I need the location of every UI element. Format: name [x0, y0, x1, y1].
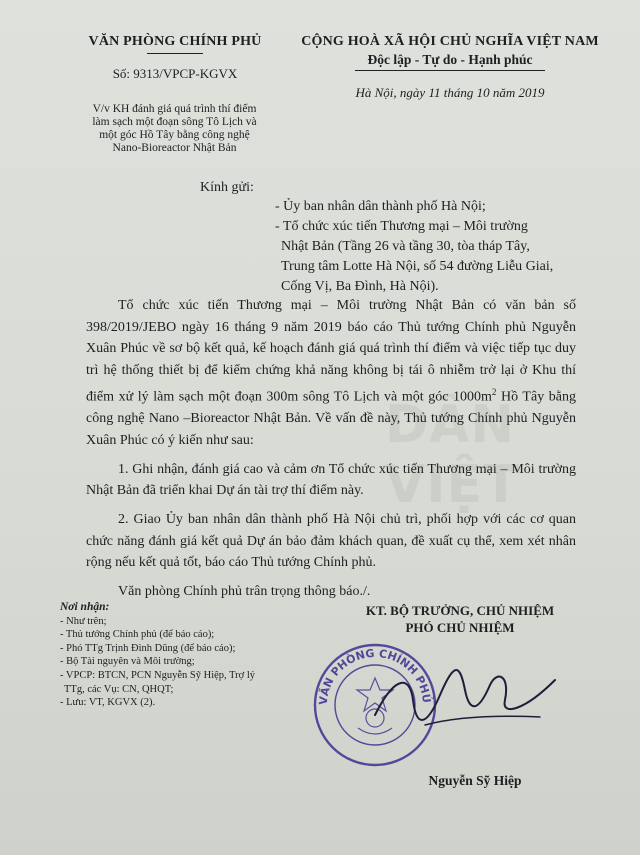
agency-name: VĂN PHÒNG CHÍNH PHỦ: [88, 34, 262, 49]
body-paragraph-1: [86, 295, 576, 452]
body-paragraph-1-b: Hồ Tây bằng công nghệ Nano –Bioreactor Nhật Bản. Về vấn đề này, Thủ tướng Chính phủ Nguyễn Xuân Phúc có ý kiến như sau:: [86, 389, 576, 448]
national-motto: Độc lập - Tự do - Hạnh phúc: [367, 52, 533, 67]
addressee-label: Kính gửi:: [200, 180, 254, 195]
body-item-2: 2. Giao Ủy ban nhân dân thành phố Hà Nội chủ trì, phối hợp với các cơ quan chức năng đánh giá kết quả Dự án bảo đảm khách quan, đề xuất cụ thể, xem xét nhân rộng nếu kết quả tốt, báo cáo Thủ tướng Chính phủ.: [86, 511, 576, 571]
addressee-line: - Ủy ban nhân dân thành phố Hà Nội;: [275, 199, 486, 214]
country-name: CỘNG HOÀ XÃ HỘI CHỦ NGHĨA VIỆT NAM: [301, 34, 599, 49]
receiver-item: - VPCP: BTCN, PCN Nguyễn Sỹ Hiệp, Trợ lý: [60, 669, 255, 681]
signature-title-line-2: PHÓ CHỦ NHIỆM: [405, 620, 515, 635]
body-paragraph-1-a: Tổ chức xúc tiến Thương mại – Môi trường Nhật Bản có văn bản số 398/2019/JEBO ngày 16 tháng 9 năm 2019 báo cáo Thủ tướng Chính phủ Nguyễn Xuân Phúc về sơ bộ kết quả, kế hoạch đánh giá quá trình thí điểm và việc tiếp tục duy trì hệ thống thiết bị để kiểm chứng khả năng không bị tái ô nhiễm trở lại ở Khu thí điểm xử lý làm sạch một đoạn 300m sông Tô Lịch và một góc 1000m: [86, 298, 576, 405]
body-closing: Văn phòng Chính phủ trân trọng thông báo./.: [118, 584, 371, 600]
handwritten-signature-icon: [365, 655, 565, 745]
receivers-block: [60, 601, 320, 710]
receiver-item: - Bộ Tài nguyên và Môi trường;: [60, 656, 195, 668]
addressee-line: Trung tâm Lotte Hà Nội, số 54 đường Liễu Giai,: [281, 259, 554, 274]
subject-line: [72, 103, 277, 155]
receiver-item: - Lưu: VT, KGVX (2).: [60, 697, 156, 709]
signature-title: [325, 602, 595, 636]
body-item-1: 1. Ghi nhận, đánh giá cao và cảm ơn Tổ chức xúc tiến Thương mại – Môi trường Nhật Bản đã triển khai Dự án tài trợ thí điểm này.: [86, 461, 576, 499]
receivers-title: Nơi nhận:: [60, 601, 110, 613]
header-left: [60, 34, 290, 82]
subject-line-3: một góc Hồ Tây bằng công nghệ: [99, 129, 250, 141]
receiver-item: - Thủ tướng Chính phủ (để báo cáo);: [60, 629, 215, 641]
issue-date: Hà Nội, ngày 11 tháng 10 năm 2019: [355, 85, 545, 100]
addressee-line: Cống Vị, Ba Đình, Hà Nội).: [281, 279, 439, 294]
header-right: [270, 34, 630, 101]
agency-underline: [147, 53, 203, 54]
subject-line-1: V/v KH đánh giá quá trình thí điểm: [92, 103, 257, 115]
document-number: Số: 9313/VPCP-KGVX: [112, 66, 238, 81]
signature-title-line-1: KT. BỘ TRƯỞNG, CHỦ NHIỆM: [365, 603, 555, 618]
area-superscript: 2: [491, 386, 497, 397]
receiver-item: TTg, các Vụ: CN, QHQT;: [64, 683, 174, 695]
motto-underline: [355, 70, 545, 71]
subject-line-4: Nano-Bioreactor Nhật Bản: [112, 142, 237, 154]
receiver-item: - Như trên;: [60, 615, 107, 627]
signer-name: Nguyễn Sỹ Hiệp: [428, 773, 522, 788]
watermark: DÂN VIỆT: [385, 395, 520, 515]
addressee-line: Nhật Bản (Tầng 26 và tầng 30, tòa tháp Tây,: [281, 239, 530, 254]
addressee-list: [275, 197, 575, 297]
addressee-line: - Tổ chức xúc tiến Thương mại – Môi trường: [275, 219, 528, 234]
subject-line-2: làm sạch một đoạn sông Tô Lịch và: [92, 116, 257, 128]
document-body: [86, 295, 576, 610]
seal-text: VĂN PHÒNG CHÍNH PHỦ: [316, 646, 434, 706]
receiver-item: - Phó TTg Trịnh Đình Dũng (để báo cáo);: [60, 642, 236, 654]
